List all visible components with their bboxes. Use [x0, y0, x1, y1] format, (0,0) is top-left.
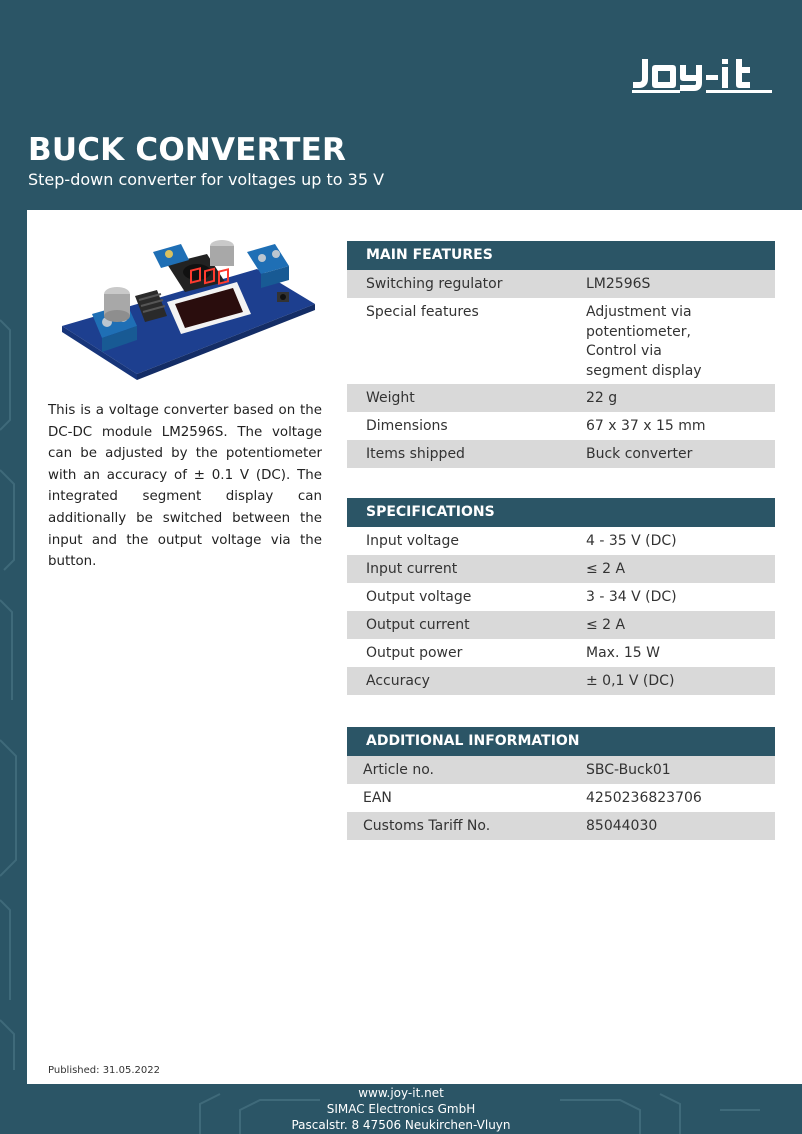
row-value-line: segment display — [586, 362, 702, 379]
published-date: Published: 31.05.2022 — [48, 1065, 160, 1076]
row-value: 4250236823706 — [586, 790, 702, 806]
row-key: EAN — [363, 790, 392, 806]
footer-address: Pascalstr. 8 47506 Neukirchen-Vluyn — [291, 1118, 511, 1132]
main-features-table — [347, 241, 775, 468]
table-row — [347, 667, 775, 695]
joy-it-logo — [632, 55, 774, 95]
table-row — [347, 298, 775, 384]
row-value-line: Control via — [586, 343, 662, 359]
table-row — [347, 527, 775, 555]
table-row — [347, 270, 775, 298]
row-value: LM2596S — [586, 276, 651, 292]
buck-converter-board-image — [57, 234, 317, 384]
table-row — [347, 583, 775, 611]
table-row — [347, 555, 775, 583]
row-value-line: Adjustment via — [586, 304, 692, 320]
table-row — [347, 440, 775, 468]
row-key: Dimensions — [366, 418, 448, 434]
row-key: Weight — [366, 390, 415, 406]
row-value: ≤ 2 A — [586, 561, 626, 577]
row-key: Accuracy — [366, 673, 430, 689]
footer — [0, 1084, 802, 1134]
additional-information-heading: ADDITIONAL INFORMATION — [347, 727, 775, 756]
row-key: Special features — [366, 304, 479, 320]
row-key: Switching regulator — [366, 276, 503, 292]
table-row — [347, 756, 775, 784]
table-row — [347, 384, 775, 412]
row-value: ≤ 2 A — [586, 617, 626, 633]
row-key: Article no. — [363, 762, 435, 778]
row-value: 85044030 — [586, 818, 658, 834]
footer-website: www.joy-it.net — [358, 1086, 444, 1100]
footer-company: SIMAC Electronics GmbH — [326, 1102, 476, 1116]
row-value: Buck converter — [586, 446, 693, 462]
row-value: 22 g — [586, 390, 618, 406]
table-row — [347, 412, 775, 440]
content-panel — [27, 210, 802, 1084]
table-row — [347, 784, 775, 812]
row-key: Output current — [366, 617, 470, 633]
main-features-heading: MAIN FEATURES — [347, 241, 775, 270]
row-value: 4 - 35 V (DC) — [586, 533, 677, 549]
specifications-heading: SPECIFICATIONS — [347, 498, 775, 527]
page-title: BUCK CONVERTER — [28, 132, 347, 168]
row-key: Items shipped — [366, 446, 465, 462]
row-key: Input current — [366, 561, 458, 577]
additional-information-table — [347, 727, 775, 840]
row-key: Output power — [366, 645, 463, 661]
row-value: SBC-Buck01 — [586, 762, 671, 778]
page-subtitle: Step-down converter for voltages up to 35 V — [28, 170, 385, 189]
row-value: ± 0,1 V (DC) — [586, 673, 675, 689]
row-key: Input voltage — [366, 533, 460, 549]
table-row — [347, 812, 775, 840]
row-value: Max. 15 W — [586, 645, 660, 661]
product-description: This is a voltage converter based on the DC-DC module LM2596S. The voltage can be adjusted by the potentiometer with an accuracy of ± 0.1 V (DC). The integrated segment display can additionally be switched between the input and the output voltage via the button. — [48, 403, 322, 570]
row-value: 67 x 37 x 15 mm — [586, 418, 706, 434]
row-key: Output voltage — [366, 589, 472, 605]
row-value — [586, 298, 775, 385]
specifications-table — [347, 498, 775, 695]
row-value: 3 - 34 V (DC) — [586, 589, 677, 605]
table-row — [347, 639, 775, 667]
table-row — [347, 611, 775, 639]
row-value-line: potentiometer, — [586, 323, 691, 340]
row-key: Customs Tariff No. — [363, 818, 491, 834]
